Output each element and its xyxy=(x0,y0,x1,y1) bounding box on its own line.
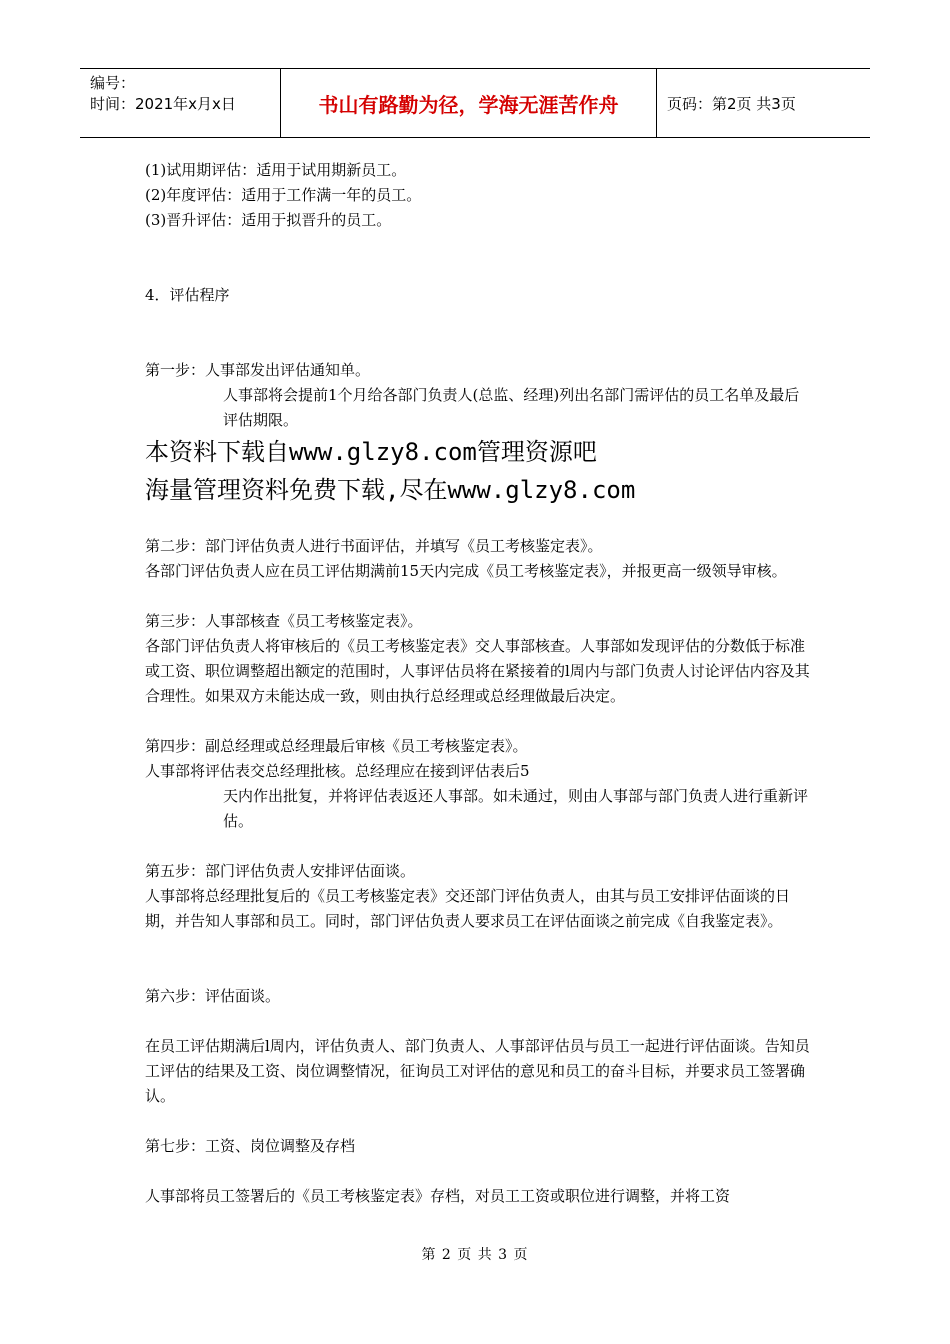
step3-text: 各部门评估负责人将审核后的《员工考核鉴定表》交人事部核查。人事部如发现评估的分数低于标准或工资、职位调整超出额定的范围时，人事评估员将在紧接着的l周内与部门负责人讨论评估内容及其合理性。如果双方未能达成一致，则由执行总经理或总经理做最后决定。 xyxy=(145,637,810,705)
step4-text-a: 人事部将评估表交总经理批核。总经理应在接到评估表后5 xyxy=(145,762,530,780)
list-item: (2)年度评估：适用于工作满一年的员工。 xyxy=(145,186,422,204)
header-meta xyxy=(80,69,281,137)
step2-text: 各部门评估负责人应在员工评估期满前15天内完成《员工考核鉴定表》，并报更高一级领导审核。 xyxy=(145,562,787,580)
step7-text: 人事部将员工签署后的《员工考核鉴定表》存档，对员工工资或职位进行调整，并将工资 xyxy=(145,1187,731,1205)
header-motto: 书山有路勤为径，学海无涯苦作舟 xyxy=(281,69,657,137)
header-page-number: 页码：第2页 共3页 xyxy=(667,94,796,113)
step2-title: 第二步：部门评估负责人进行书面评估，并填写《员工考核鉴定表》。 xyxy=(145,537,603,555)
step4-title: 第四步：副总经理或总经理最后审核《员工考核鉴定表》。 xyxy=(145,737,528,755)
list-item: (3)晋升评估：适用于拟晋升的员工。 xyxy=(145,211,392,229)
step1-text: 人事部将会提前1个月给各部门负责人(总监、经理)列出名部门需评估的员工名单及最后评估期限。 xyxy=(223,386,800,429)
step1-title: 第一步：人事部发出评估通知单。 xyxy=(145,361,371,379)
step4-text-b: 天内作出批复，并将评估表返还人事部。如未通过，则由人事部与部门负责人进行重新评估。 xyxy=(223,787,809,830)
page-footer: 第 2 页 共 3 页 xyxy=(421,1247,529,1263)
list-item: (1)试用期评估：适用于试用期新员工。 xyxy=(145,161,407,179)
promo-line-2: 海量管理资料免费下载,尽在www.glzy8.com xyxy=(145,476,636,504)
page-header xyxy=(80,68,870,138)
promo-line-1: 本资料下载自www.glzy8.com管理资源吧 xyxy=(145,438,597,466)
step7-title: 第七步：工资、岗位调整及存档 xyxy=(145,1137,356,1155)
step3-title: 第三步：人事部核查《员工考核鉴定表》。 xyxy=(145,612,423,630)
step6-text: 在员工评估期满后l周内，评估负责人、部门负责人、人事部评估员与员工一起进行评估面谈。告知员工评估的结果及工资、岗位调整情况，征询员工对评估的意见和员工的奋斗目标，并要求员工签署确认。 xyxy=(145,1037,810,1105)
section-heading: 4．评估程序 xyxy=(145,286,230,304)
document-body xyxy=(145,158,810,1209)
header-time: 时间：2021年x月x日 xyxy=(90,95,236,113)
step6-title: 第六步：评估面谈。 xyxy=(145,987,281,1005)
step5-text: 人事部将总经理批复后的《员工考核鉴定表》交还部门评估负责人，由其与员工安排评估面谈的日期，并告知人事部和员工。同时，部门评估负责人要求员工在评估面谈之前完成《自我鉴定表》。 xyxy=(145,887,791,930)
header-number: 编号： xyxy=(90,74,136,92)
step5-title: 第五步：部门评估负责人安排评估面谈。 xyxy=(145,862,416,880)
